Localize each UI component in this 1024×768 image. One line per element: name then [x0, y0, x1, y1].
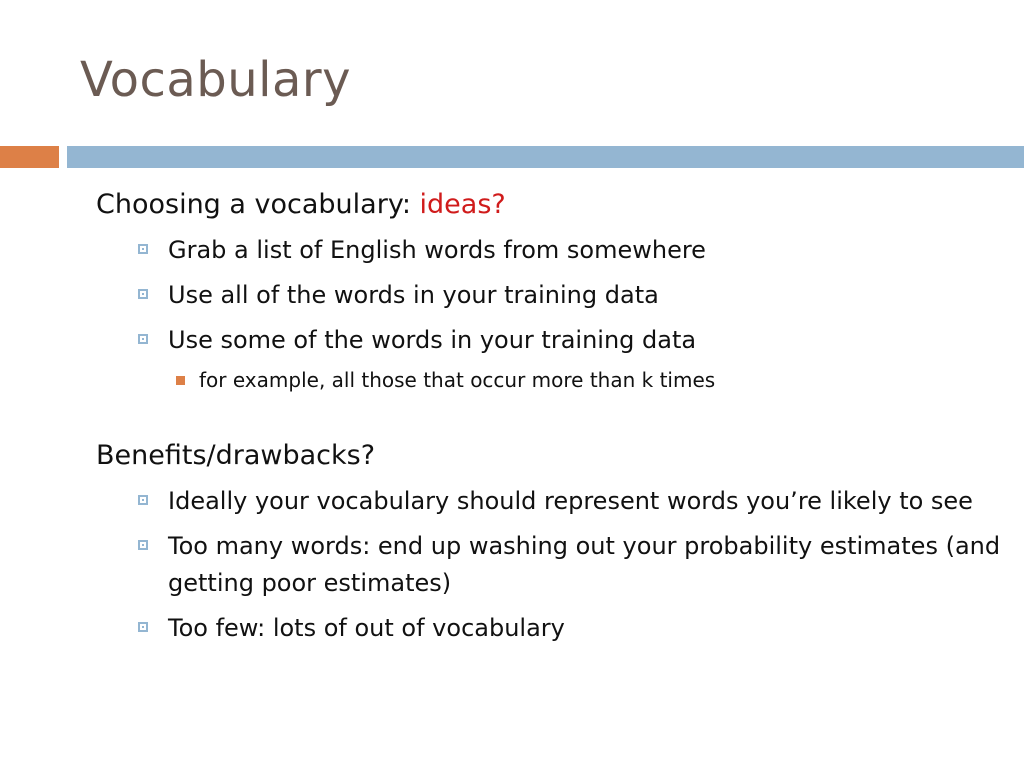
bullet-text: Too many words: end up washing out your probability estimates (and getting poor estimates) — [168, 532, 1001, 597]
hollow-square-bullet-icon — [138, 334, 148, 344]
list-item — [96, 528, 1006, 602]
section-heading-text: Choosing a vocabulary: — [96, 189, 420, 220]
hollow-square-bullet-icon — [138, 244, 148, 254]
bullet-text: Ideally your vocabulary should represent words you’re likely to see — [168, 487, 973, 515]
sub-bullet-text: for example, all those that occur more than k times — [199, 368, 716, 392]
list-item — [96, 483, 1006, 520]
filled-square-bullet-icon — [176, 376, 185, 385]
list-item — [96, 610, 1006, 647]
section-heading-benefits: Benefits/drawbacks? — [96, 440, 376, 471]
bullet-list-benefits — [96, 483, 1006, 647]
bullet-text: Too few: lots of out of vocabulary — [168, 614, 565, 642]
section-spacer — [96, 395, 1006, 437]
list-item — [96, 322, 1006, 359]
hollow-square-bullet-icon — [138, 495, 148, 505]
section-heading-accent: ideas? — [419, 189, 506, 220]
slide-content — [96, 186, 1006, 647]
blue-accent-bar — [67, 146, 1024, 168]
bullet-text: Grab a list of English words from somewhere — [168, 236, 706, 264]
orange-accent-bar — [0, 146, 59, 168]
hollow-square-bullet-icon — [138, 622, 148, 632]
list-item — [96, 277, 1006, 314]
bullet-list-choosing — [96, 232, 1006, 395]
list-item — [96, 232, 1006, 269]
sub-list-item — [96, 365, 1006, 395]
hollow-square-bullet-icon — [138, 540, 148, 550]
bullet-text: Use all of the words in your training data — [168, 281, 659, 309]
bullet-text: Use some of the words in your training data — [168, 326, 697, 354]
slide-title: Vocabulary — [80, 52, 352, 108]
section-heading-choosing — [96, 186, 1006, 224]
hollow-square-bullet-icon — [138, 289, 148, 299]
